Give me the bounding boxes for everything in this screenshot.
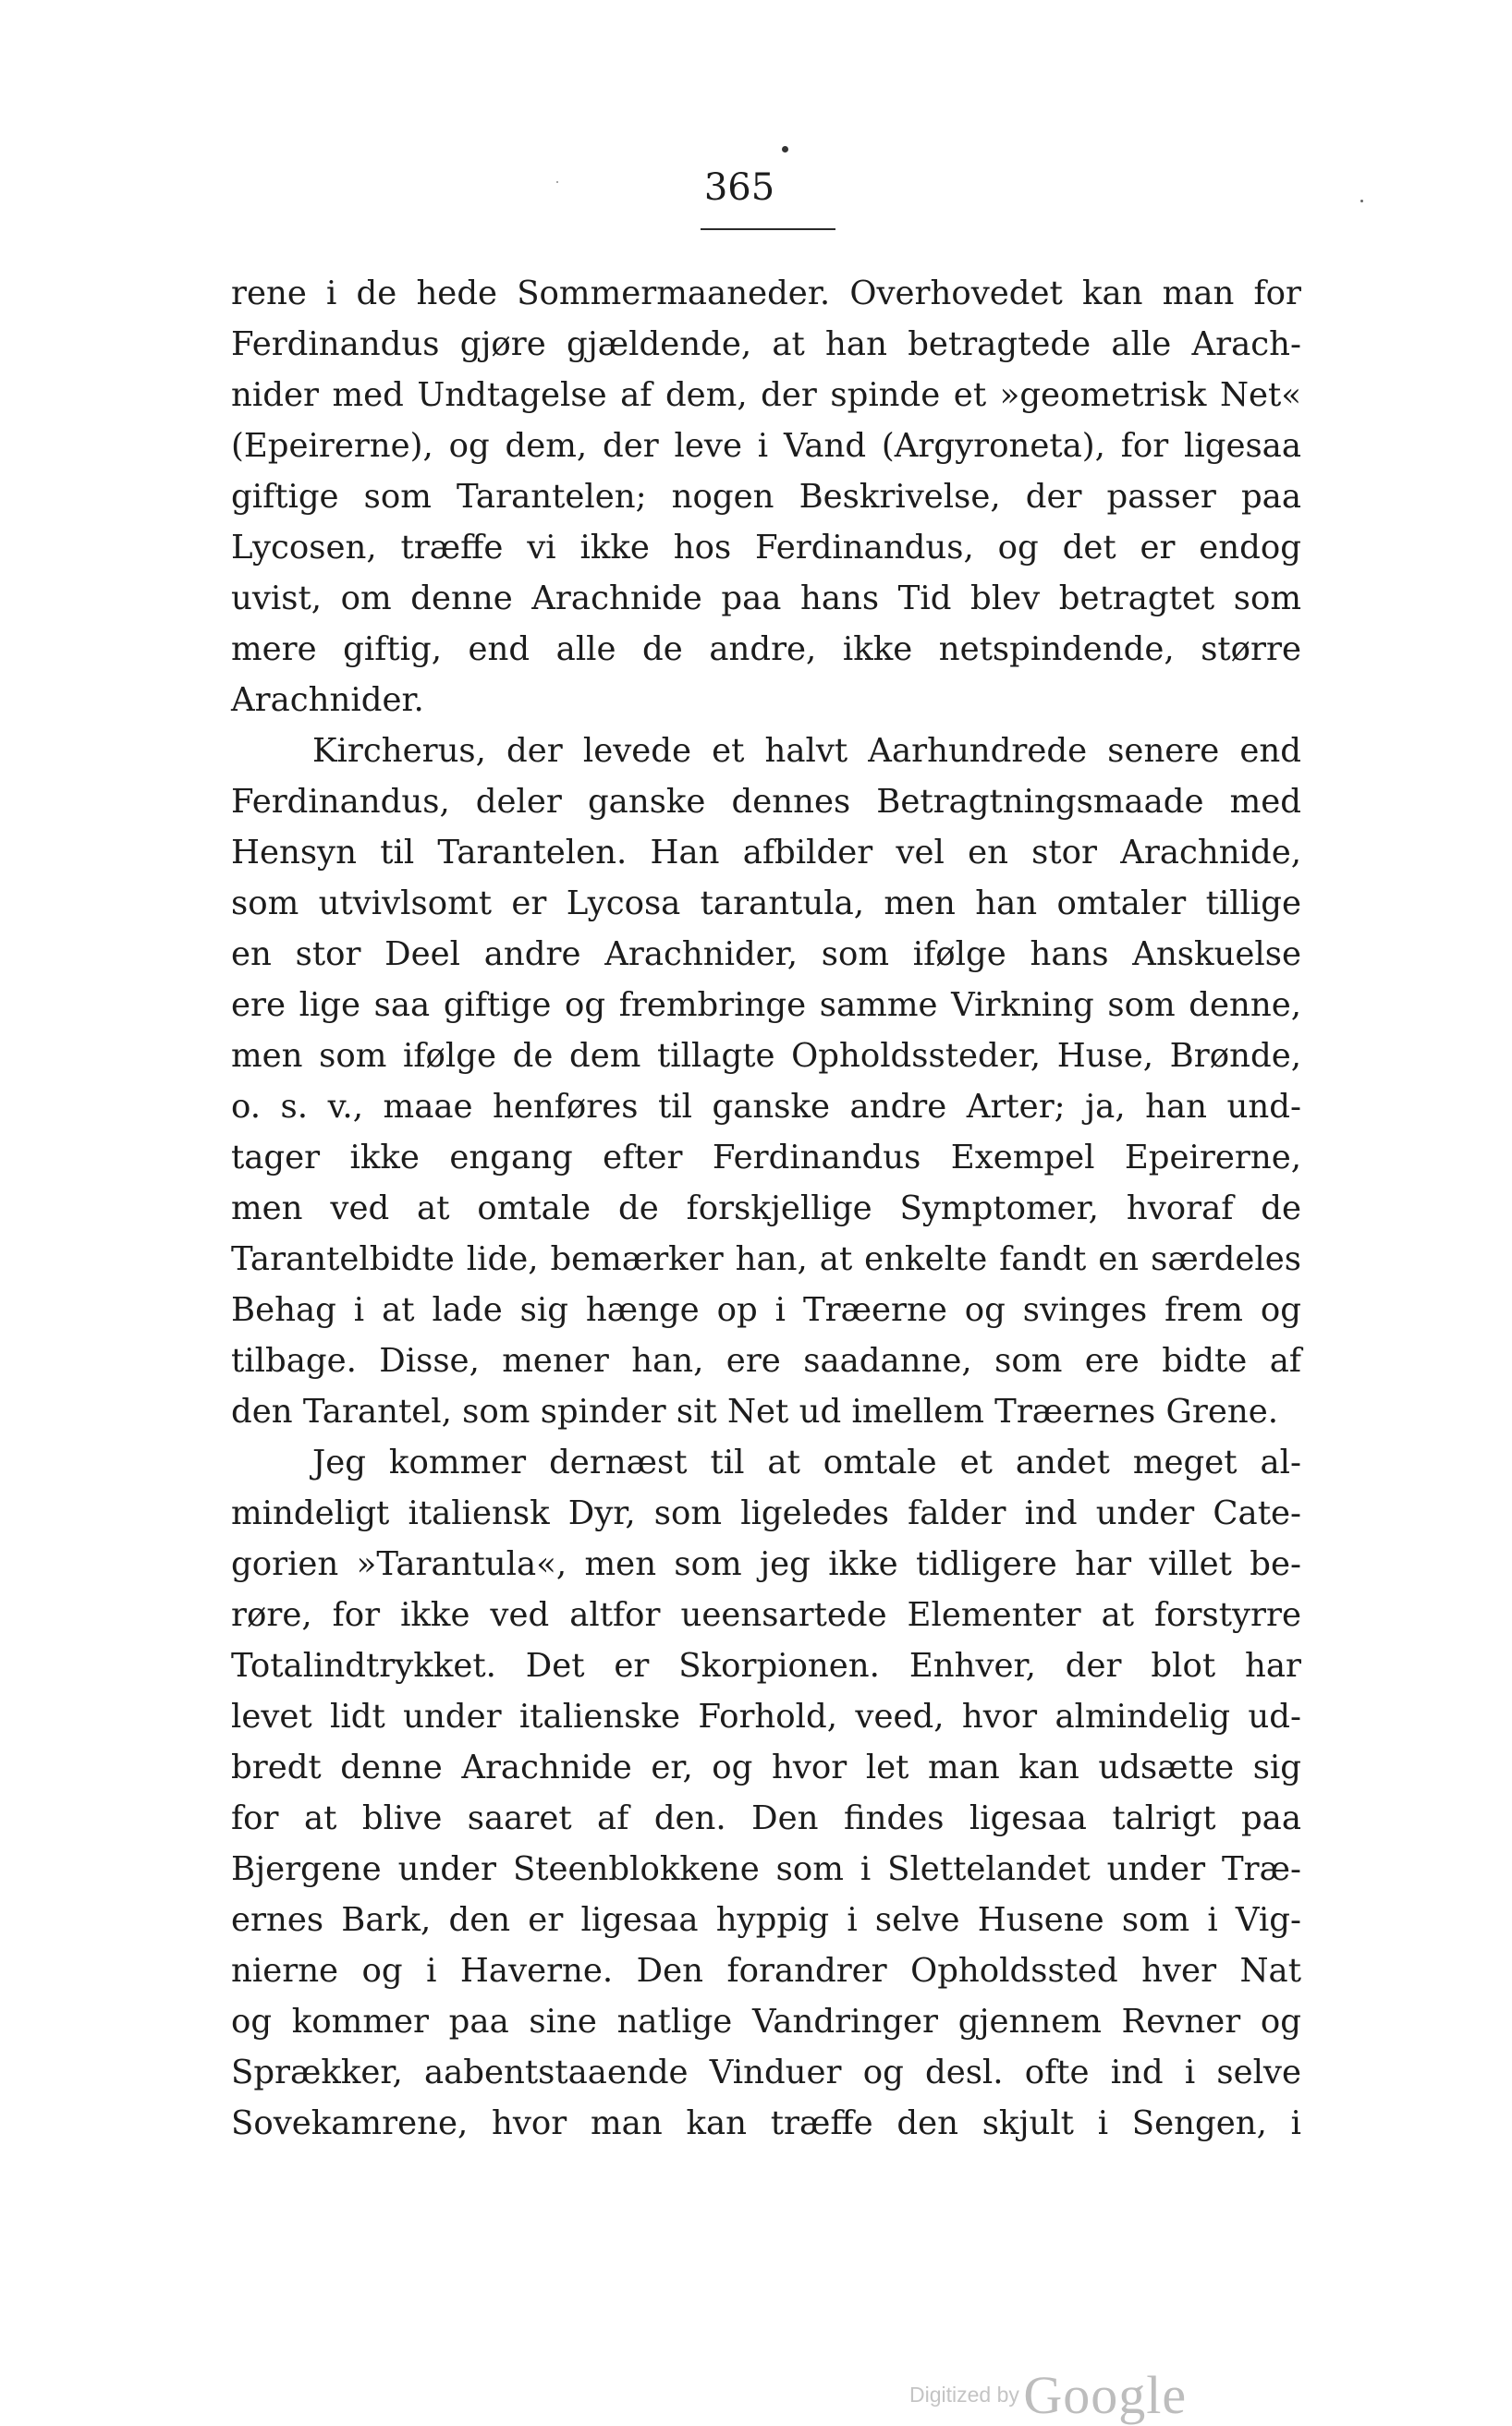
- text-line: men som ifølge de dem tillagte Opholdssteder, Huse, Brønde,: [231, 1037, 1301, 1075]
- text-line: rene i de hede Sommermaaneder. Overhovedet kan man for: [231, 274, 1301, 312]
- text-line: Tarantelbidte lide, bemærker han, at enkelte fandt en særdeles: [231, 1240, 1301, 1278]
- text-line: giftige som Tarantelen; nogen Beskrivelse, der passer paa: [231, 478, 1301, 516]
- body-text: [231, 268, 1301, 2149]
- text-line: levet lidt under italienske Forhold, veed, hvor almindelig ud-: [231, 1698, 1301, 1736]
- text-line: ernes Bark, den er ligesaa hyppig i selve Husene som i Vig-: [231, 1901, 1301, 1939]
- google-logo: Google: [1023, 2365, 1188, 2425]
- text-line: bredt denne Arachnide er, og hvor let man kan udsætte sig: [231, 1749, 1301, 1786]
- text-line: Sprækker, aabentstaaende Vinduer og desl. ofte ind i selve: [231, 2054, 1301, 2091]
- text-line: som utvivlsomt er Lycosa tarantula, men han omtaler tillige: [231, 884, 1301, 922]
- text-line: (Epeirerne), og dem, der leve i Vand (Argyroneta), for ligesaa: [231, 427, 1301, 465]
- text-line: Hensyn til Tarantelen. Han afbilder vel en stor Arachnide,: [231, 834, 1301, 872]
- text-line: mere giftig, end alle de andre, ikke netspindende, større: [231, 630, 1301, 668]
- paragraph-end-line: Arachnider.: [231, 681, 424, 719]
- text-line: Bjergene under Steenblokkene som i Slettelandet under Træ-: [231, 1850, 1301, 1888]
- text-line: gorien »Tarantula«, men som jeg ikke tidligere har villet be-: [231, 1545, 1301, 1583]
- text-line: tilbage. Disse, mener han, ere saadanne, som ere bidte af: [231, 1342, 1301, 1380]
- text-line: for at blive saaret af den. Den findes ligesaa talrigt paa: [231, 1799, 1301, 1837]
- text-line: uvist, om denne Arachnide paa hans Tid blev betragtet som: [231, 579, 1301, 617]
- text-line: tager ikke engang efter Ferdinandus Exempel Epeirerne,: [231, 1139, 1301, 1176]
- ink-speck: [1360, 200, 1363, 202]
- paragraph-start-line: Jeg kommer dernæst til at omtale et andet meget al-: [312, 1444, 1301, 1481]
- ink-speck: [782, 146, 788, 152]
- text-line: Behag i at lade sig hænge op i Træerne og svinges frem og: [231, 1291, 1301, 1329]
- page-number-rule: [701, 228, 835, 230]
- text-line: røre, for ikke ved altfor ueensartede Elementer at forstyrre: [231, 1596, 1301, 1634]
- text-line: Lycosen, træffe vi ikke hos Ferdinandus, og det er endog: [231, 529, 1301, 567]
- text-line: og kommer paa sine natlige Vandringer gjennem Revner og: [231, 2003, 1301, 2041]
- text-line: Ferdinandus gjøre gjældende, at han betragtede alle Arach-: [231, 325, 1301, 363]
- text-line: men ved at omtale de forskjellige Symptomer, hvoraf de: [231, 1189, 1301, 1227]
- text-line: en stor Deel andre Arachnider, som ifølge hans Anskuelse: [231, 935, 1301, 973]
- watermark-prefix: Digitized by: [909, 2383, 1019, 2407]
- text-line: nider med Undtagelse af dem, der spinde et »geometrisk Net«: [231, 376, 1301, 414]
- ink-speck: [556, 181, 558, 183]
- text-line: Sovekamrene, hvor man kan træffe den skjult i Sengen, i: [231, 2104, 1301, 2142]
- paragraph-start-line: Kircherus, der levede et halvt Aarhundrede senere end: [312, 732, 1301, 770]
- text-line: o. s. v., maae henføres til ganske andre Arter; ja, han und-: [231, 1088, 1301, 1126]
- text-line: mindeligt italiensk Dyr, som ligeledes falder ind under Cate-: [231, 1494, 1301, 1532]
- text-line: Ferdinandus, deler ganske dennes Betragtningsmaade med: [231, 783, 1301, 821]
- page-number: 365: [703, 166, 775, 209]
- digitized-by-watermark: [909, 2364, 1187, 2426]
- text-line: ere lige saa giftige og frembringe samme Virkning som denne,: [231, 986, 1301, 1024]
- text-line: nierne og i Haverne. Den forandrer Opholdssted hver Nat: [231, 1952, 1301, 1990]
- text-line: Totalindtrykket. Det er Skorpionen. Enhver, der blot har: [231, 1647, 1301, 1685]
- paragraph-end-line: den Tarantel, som spinder sit Net ud imellem Træernes Grene.: [231, 1393, 1279, 1431]
